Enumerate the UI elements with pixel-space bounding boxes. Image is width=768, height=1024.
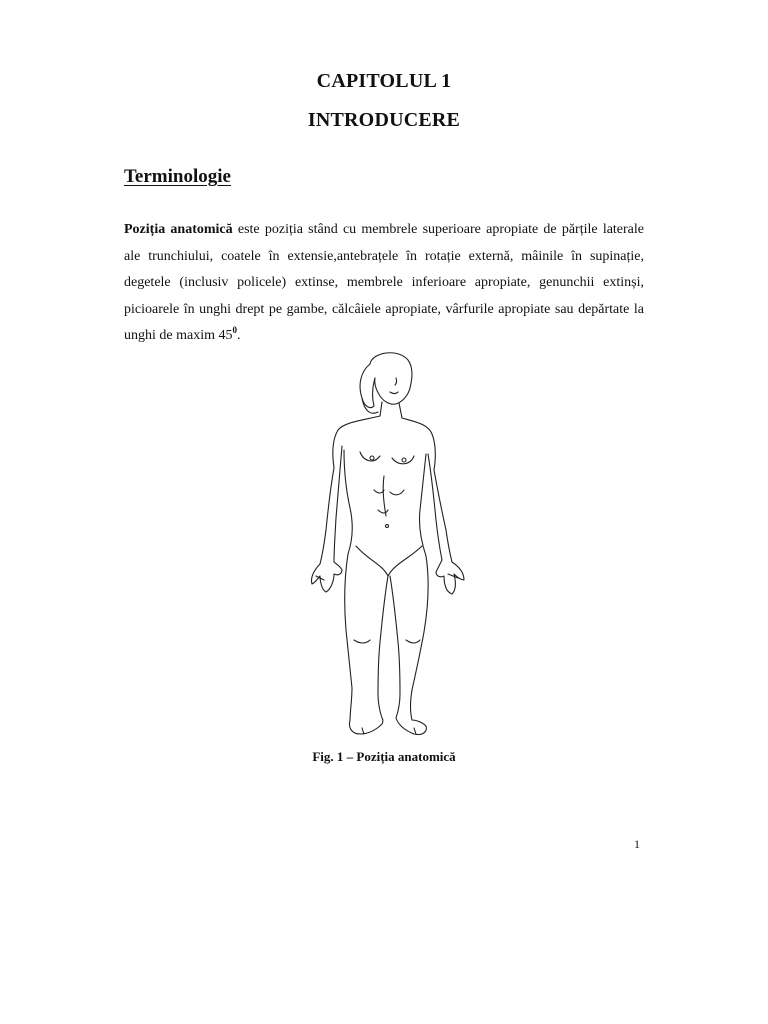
page-number: 1 xyxy=(634,837,640,851)
chapter-number: CAPITOLUL 1 xyxy=(316,70,452,92)
paragraph-end: . xyxy=(237,328,241,343)
degree-superscript: 0 xyxy=(232,325,237,335)
section-heading: Terminologie xyxy=(124,166,231,187)
body-paragraph xyxy=(124,217,644,350)
figure-caption: Fig. 1 – Poziția anatomică xyxy=(312,749,456,764)
paragraph-term: Poziția anatomică xyxy=(124,222,233,237)
paragraph-text: este poziția stând cu membrele superioare apropiate de părțile laterale ale trunchiului, coatele în extensie,antebrațele în rotație externă, mâinile în supinație, degetele (inclusiv policele) extinse, membrele inferioare apropiate, genunchii extinși, picioarele în unghi drept pe gambe, călcâiele apropiate, vârfurile apropiate sau depărtate la unghi de maxim 45 xyxy=(124,222,645,343)
chapter-title: INTRODUCERE xyxy=(307,109,461,131)
anatomical-position-illustration xyxy=(298,350,478,740)
